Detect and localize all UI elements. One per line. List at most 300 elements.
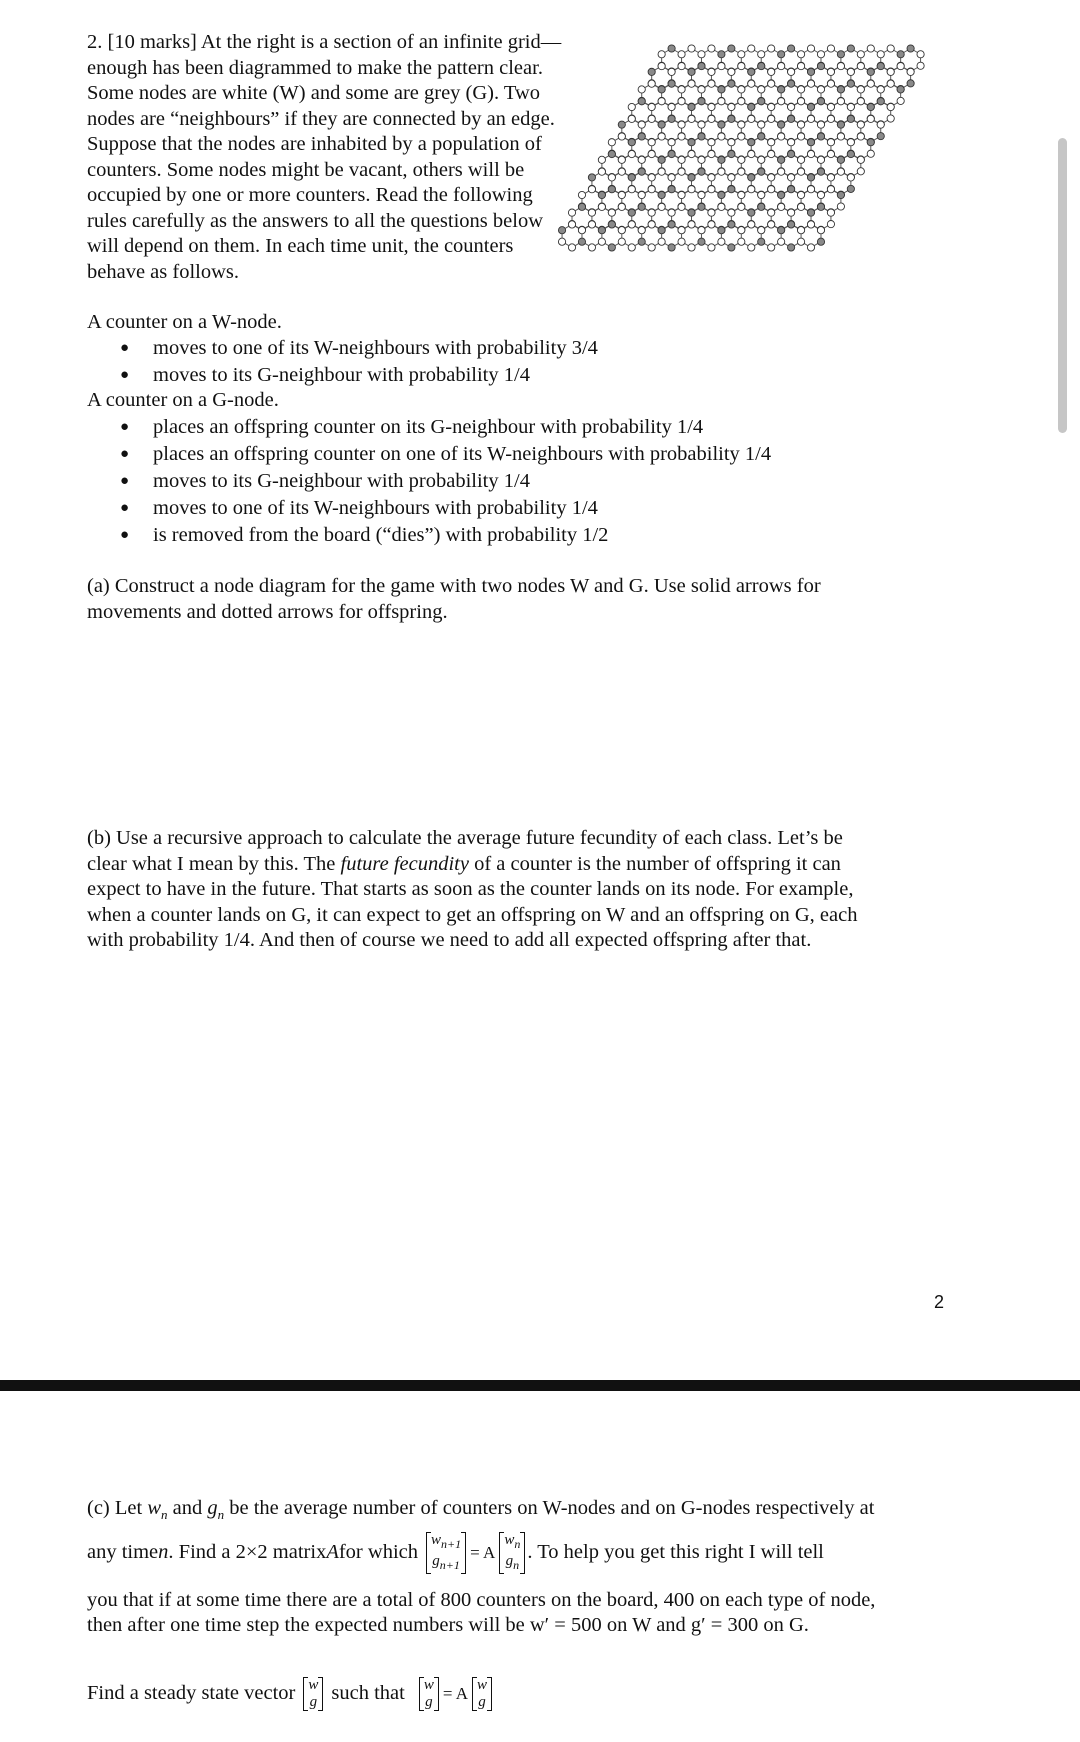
white-node: [738, 156, 745, 163]
part-b: [87, 826, 947, 954]
white-node: [568, 244, 575, 251]
steady-state-text: Find a steady state vector: [87, 1682, 296, 1705]
grey-node: [778, 156, 785, 163]
grey-node: [758, 98, 765, 105]
grey-node: [807, 209, 814, 216]
white-node: [618, 203, 625, 210]
white-node: [718, 98, 725, 105]
intro-paragraph: [87, 30, 607, 285]
white-node: [658, 51, 665, 58]
grey-node: [638, 238, 645, 245]
white-node: [708, 68, 715, 75]
white-node: [778, 133, 785, 140]
grey-node: [877, 133, 884, 140]
intro-line: rules carefully as the answers to all the questions below: [87, 209, 543, 232]
white-node: [588, 186, 595, 193]
white-node: [638, 191, 645, 198]
grey-node: [658, 86, 665, 93]
grey-node: [728, 150, 735, 157]
grey-node: [867, 139, 874, 146]
white-node: [857, 86, 864, 93]
white-node: [618, 168, 625, 175]
grey-node: [847, 150, 854, 157]
white-node: [668, 209, 675, 216]
part-c-line2: [87, 1524, 824, 1582]
white-node: [738, 238, 745, 245]
white-node: [568, 221, 575, 228]
white-node: [628, 221, 635, 228]
intro-line: 2. [10 marks] At the right is a section of an infinite grid—: [87, 31, 562, 53]
grey-node: [807, 174, 814, 181]
grey-node: [758, 168, 765, 175]
white-node: [618, 191, 625, 198]
white-node: [857, 98, 864, 105]
white-node: [877, 121, 884, 128]
white-node: [618, 227, 625, 234]
grey-node: [807, 103, 814, 110]
white-node: [658, 203, 665, 210]
white-node: [708, 139, 715, 146]
steady-state-line: [87, 1666, 494, 1722]
intro-line: behave as follows.: [87, 260, 239, 283]
white-node: [728, 68, 735, 75]
grey-node: [578, 238, 585, 245]
grey-node: [668, 150, 675, 157]
white-node: [668, 103, 675, 110]
grey-node: [608, 150, 615, 157]
white-node: [708, 174, 715, 181]
grey-node: [698, 238, 705, 245]
white-node: [768, 221, 775, 228]
grey-node: [658, 121, 665, 128]
white-node: [628, 186, 635, 193]
white-node: [758, 51, 765, 58]
white-node: [648, 209, 655, 216]
grey-node: [758, 133, 765, 140]
white-node: [827, 139, 834, 146]
grey-node: [658, 156, 665, 163]
white-node: [648, 150, 655, 157]
white-node: [698, 156, 705, 163]
grey-node: [728, 221, 735, 228]
white-node: [778, 203, 785, 210]
grey-node: [698, 203, 705, 210]
grey-node: [608, 221, 615, 228]
white-node: [788, 103, 795, 110]
white-node: [618, 133, 625, 140]
white-node: [748, 186, 755, 193]
white-node: [748, 244, 755, 251]
grey-node: [748, 174, 755, 181]
grey-node: [688, 68, 695, 75]
white-node: [688, 186, 695, 193]
grey-node: [748, 139, 755, 146]
future-fecundity-term: future fecundity: [340, 852, 469, 875]
white-node: [807, 45, 814, 52]
var-w: w: [147, 1497, 162, 1519]
var-n: n: [158, 1541, 169, 1564]
white-node: [568, 209, 575, 216]
g-rule-item: ● moves to one of its W-neighbours with probability 1/4: [87, 495, 771, 522]
grey-node: [688, 174, 695, 181]
part-c-text: and: [167, 1497, 208, 1519]
part-c-text: . Find a 2×2 matrix: [168, 1541, 327, 1564]
white-node: [648, 174, 655, 181]
white-node: [887, 115, 894, 122]
grey-node: [718, 191, 725, 198]
part-b-text: of a counter is the number of offspring it can: [468, 852, 841, 875]
steady-state-text: such that: [331, 1682, 405, 1705]
white-node: [897, 97, 904, 104]
white-node: [887, 80, 894, 87]
white-node: [867, 45, 874, 52]
white-node: [827, 209, 834, 216]
grey-node: [847, 185, 854, 192]
grey-node: [807, 139, 814, 146]
var-g: g: [207, 1497, 218, 1519]
white-node: [658, 133, 665, 140]
white-node: [867, 115, 874, 122]
white-node: [588, 221, 595, 228]
grey-node: [837, 121, 844, 128]
white-node: [648, 139, 655, 146]
white-node: [608, 174, 615, 181]
white-node: [738, 86, 745, 93]
grey-node: [668, 186, 675, 193]
white-node: [578, 227, 585, 234]
part-a-line: movements and dotted arrows for offspring.: [87, 600, 448, 623]
white-node: [678, 133, 685, 140]
grey-node: [688, 209, 695, 216]
white-node: [648, 186, 655, 193]
white-node: [827, 115, 834, 122]
w-rule-item: ● moves to its G-neighbour with probability 1/4: [87, 362, 598, 389]
white-node: [797, 62, 804, 69]
grey-node: [817, 62, 824, 69]
white-node: [797, 121, 804, 128]
white-node: [678, 62, 685, 69]
white-node: [887, 45, 894, 52]
grey-node: [788, 221, 795, 228]
white-node: [688, 80, 695, 87]
white-node: [598, 156, 605, 163]
white-node: [917, 62, 924, 69]
part-b-line: (b) Use a recursive approach to calculate the average future fecundity of each class. Let’s be: [87, 827, 843, 849]
white-node: [758, 227, 765, 234]
white-node: [857, 168, 864, 175]
part-c-line1: [87, 1496, 947, 1528]
white-node: [738, 191, 745, 198]
w-rule-item: ● moves to one of its W-neighbours with probability 3/4: [87, 335, 598, 362]
white-node: [788, 139, 795, 146]
steady-state-vector-lhs: w g: [419, 1677, 439, 1711]
grey-node: [608, 244, 615, 251]
part-c-text: be the average number of counters on W-nodes and on G-nodes respectively at: [224, 1497, 875, 1519]
white-node: [877, 86, 884, 93]
scrollbar-thumb[interactable]: [1058, 138, 1067, 433]
white-node: [708, 209, 715, 216]
white-node: [678, 121, 685, 128]
grey-node: [718, 86, 725, 93]
white-node: [797, 98, 804, 105]
white-node: [588, 244, 595, 251]
part-c-text: any time: [87, 1541, 159, 1564]
white-node: [857, 133, 864, 140]
white-node: [698, 86, 705, 93]
grey-node: [758, 238, 765, 245]
grey-node: [847, 80, 854, 87]
white-node: [718, 238, 725, 245]
white-node: [678, 191, 685, 198]
white-node: [837, 203, 844, 210]
grey-node: [648, 68, 655, 75]
w-rules-heading: A counter on a W-node.: [87, 311, 282, 333]
white-node: [678, 227, 685, 234]
white-node: [857, 51, 864, 58]
white-node: [748, 45, 755, 52]
white-node: [728, 139, 735, 146]
part-b-text: clear what I mean by this. The: [87, 852, 341, 875]
grey-node: [788, 244, 795, 251]
grey-node: [817, 98, 824, 105]
intro-line: Suppose that the nodes are inhabited by a population of: [87, 133, 542, 155]
white-node: [758, 121, 765, 128]
grey-node: [638, 98, 645, 105]
white-node: [628, 103, 635, 110]
white-node: [698, 227, 705, 234]
white-node: [778, 238, 785, 245]
intro-line: nodes are “neighbours” if they are connected by an edge.: [87, 107, 555, 130]
page-divider: [0, 1380, 1080, 1391]
white-node: [738, 98, 745, 105]
white-node: [608, 139, 615, 146]
white-node: [917, 51, 924, 58]
grey-node: [668, 221, 675, 228]
grey-node: [837, 51, 844, 58]
white-node: [748, 150, 755, 157]
part-a: [87, 574, 947, 625]
white-node: [688, 115, 695, 122]
white-node: [797, 238, 804, 245]
grey-node: [877, 62, 884, 69]
grey-node: [778, 227, 785, 234]
white-node: [778, 98, 785, 105]
grey-node: [788, 186, 795, 193]
white-node: [847, 68, 854, 75]
white-node: [648, 80, 655, 87]
g-rule-item: ● places an offspring counter on one of its W-neighbours with probability 1/4: [87, 441, 771, 468]
white-node: [628, 244, 635, 251]
grey-node: [817, 168, 824, 175]
grey-node: [837, 86, 844, 93]
grey-node: [598, 191, 605, 198]
grey-node: [668, 45, 675, 52]
white-node: [698, 121, 705, 128]
grey-node: [638, 168, 645, 175]
grey-node: [728, 244, 735, 251]
white-node: [837, 98, 844, 105]
grey-node: [718, 51, 725, 58]
white-node: [847, 174, 854, 181]
grey-node: [788, 150, 795, 157]
white-node: [718, 203, 725, 210]
white-node: [708, 186, 715, 193]
grey-node: [588, 174, 595, 181]
equals-A: = A: [470, 1543, 496, 1563]
white-node: [668, 68, 675, 75]
steady-state-vector: w g: [303, 1677, 323, 1711]
white-node: [837, 168, 844, 175]
grey-node: [788, 45, 795, 52]
grey-node: [867, 103, 874, 110]
grey-node: [788, 115, 795, 122]
white-node: [797, 51, 804, 58]
steady-state-vector-rhs: w g: [472, 1677, 492, 1711]
part-a-line: (a) Construct a node diagram for the game with two nodes W and G. Use solid arrows for: [87, 575, 821, 597]
part-c-text: for which: [338, 1541, 418, 1564]
white-node: [708, 80, 715, 87]
grey-node: [847, 115, 854, 122]
white-node: [847, 139, 854, 146]
white-node: [857, 62, 864, 69]
g-rule-item: ● is removed from the board (“dies”) with probability 1/2: [87, 522, 771, 549]
grey-node: [867, 68, 874, 75]
white-node: [708, 150, 715, 157]
white-node: [778, 168, 785, 175]
white-node: [768, 103, 775, 110]
part-c-text: (c) Let: [87, 1497, 148, 1519]
grey-node: [628, 174, 635, 181]
white-node: [738, 121, 745, 128]
white-node: [648, 244, 655, 251]
grey-node: [668, 115, 675, 122]
grey-node: [688, 103, 695, 110]
page-number: 2: [934, 1292, 945, 1312]
white-node: [807, 244, 814, 251]
w-rules-list: [87, 335, 598, 389]
white-node: [748, 115, 755, 122]
white-node: [708, 244, 715, 251]
grey-node: [847, 45, 854, 52]
white-node: [728, 103, 735, 110]
white-node: [867, 80, 874, 87]
grey-node: [698, 62, 705, 69]
white-node: [817, 191, 824, 198]
white-node: [837, 133, 844, 140]
white-node: [827, 45, 834, 52]
grey-node: [668, 80, 675, 87]
white-node: [887, 68, 894, 75]
white-node: [788, 174, 795, 181]
white-node: [768, 80, 775, 87]
white-node: [708, 103, 715, 110]
grey-node: [778, 121, 785, 128]
grey-node: [778, 51, 785, 58]
white-node: [678, 168, 685, 175]
grey-node: [837, 191, 844, 198]
intro-line: counters. Some nodes might be vacant, others will be: [87, 158, 525, 181]
white-node: [768, 186, 775, 193]
white-node: [827, 150, 834, 157]
white-node: [768, 139, 775, 146]
white-node: [817, 51, 824, 58]
white-node: [738, 203, 745, 210]
white-node: [598, 203, 605, 210]
grey-node: [897, 86, 904, 93]
white-node: [738, 51, 745, 58]
white-node: [638, 121, 645, 128]
grey-node: [748, 68, 755, 75]
grey-node: [698, 133, 705, 140]
white-node: [658, 98, 665, 105]
white-node: [598, 168, 605, 175]
vector-current: $w_n$ $g_n$: [499, 1532, 525, 1574]
white-node: [768, 209, 775, 216]
part-b-line: when a counter lands on G, it can expect to get an offspring on W and an offspring on G, each: [87, 903, 858, 926]
white-node: [648, 103, 655, 110]
white-node: [827, 80, 834, 87]
grey-node: [698, 98, 705, 105]
equals-A: = A: [442, 1684, 469, 1704]
white-node: [738, 227, 745, 234]
grey-node: [628, 139, 635, 146]
grey-node: [877, 98, 884, 105]
sub-n: n: [161, 1507, 168, 1523]
g-rules-heading: A counter on a G-node.: [87, 389, 279, 411]
white-node: [797, 203, 804, 210]
grey-node: [718, 156, 725, 163]
grey-node: [718, 121, 725, 128]
white-node: [658, 238, 665, 245]
grey-node: [748, 209, 755, 216]
sub-n: n: [217, 1507, 225, 1523]
white-node: [688, 221, 695, 228]
white-node: [688, 244, 695, 251]
white-node: [768, 244, 775, 251]
white-node: [827, 221, 834, 228]
white-node: [857, 121, 864, 128]
white-node: [788, 68, 795, 75]
part-b-line: expect to have in the future. That starts as soon as the counter lands on its node. For example,: [87, 878, 854, 900]
grey-node: [558, 227, 565, 234]
white-node: [807, 115, 814, 122]
var-A: A: [326, 1541, 339, 1564]
white-node: [887, 103, 894, 110]
white-node: [708, 221, 715, 228]
intro-line: will depend on them. In each time unit, the counters: [87, 235, 514, 257]
white-node: [678, 203, 685, 210]
white-node: [618, 238, 625, 245]
white-node: [718, 62, 725, 69]
white-node: [558, 238, 565, 245]
part-c-text: . To help you get this right I will tell: [527, 1541, 824, 1564]
grey-node: [698, 168, 705, 175]
grey-node: [638, 203, 645, 210]
grey-node: [668, 244, 675, 251]
white-node: [588, 209, 595, 216]
white-node: [758, 156, 765, 163]
white-node: [817, 86, 824, 93]
white-node: [678, 238, 685, 245]
grey-node: [658, 227, 665, 234]
white-node: [728, 174, 735, 181]
white-node: [598, 238, 605, 245]
white-node: [738, 168, 745, 175]
grey-node: [837, 156, 844, 163]
white-node: [628, 115, 635, 122]
white-node: [897, 62, 904, 69]
white-node: [628, 150, 635, 157]
